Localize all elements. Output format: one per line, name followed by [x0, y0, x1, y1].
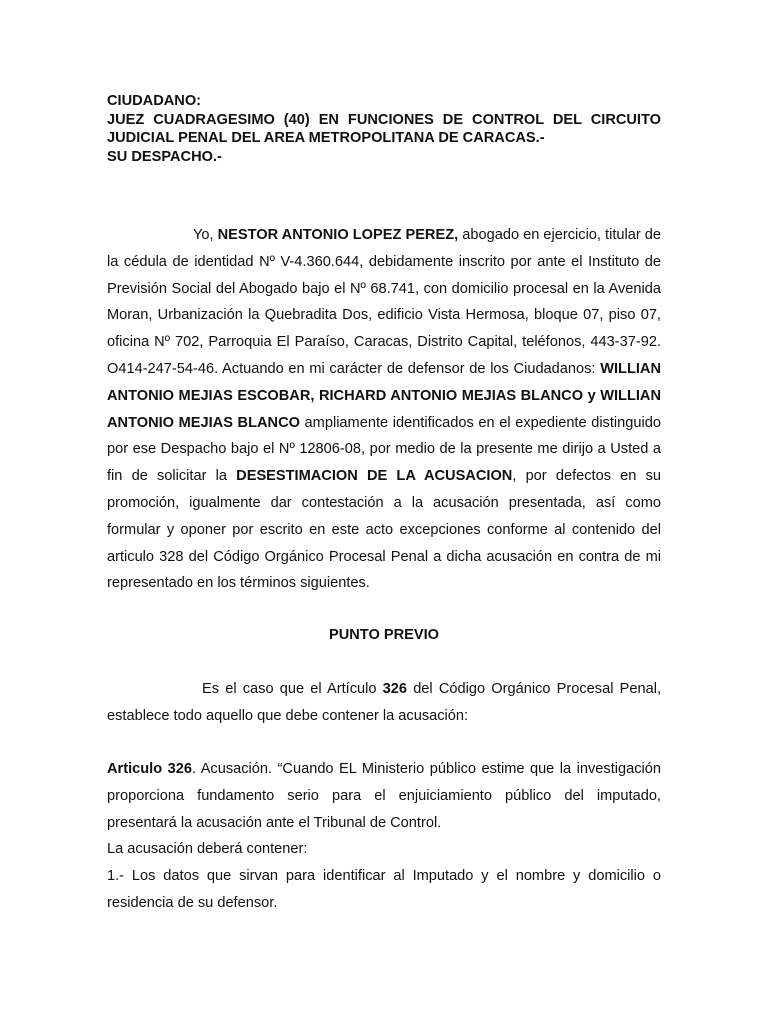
addressee-block: [107, 92, 661, 166]
request-title: DESESTIMACION DE LA ACUSACION: [236, 468, 513, 485]
intro-paragraph: [107, 222, 661, 597]
article-text: . Acusación. “Cuando EL Ministerio público estime que la investigación proporciona fundamento serio para el enjuiciamiento público del imputado, presentará la acusación ante el Tribunal de Control.: [107, 761, 661, 831]
article-quote: [107, 756, 661, 917]
article-number: 326: [382, 681, 408, 697]
section-title: PUNTO PREVIO: [328, 627, 440, 643]
article-contents-intro: La acusación deberá contener:: [107, 841, 308, 858]
article-item-1: 1.- Los datos que sirvan para identificar al Imputado y el nombre y domicilio o residencia de su defensor.: [107, 868, 661, 911]
para2-text-1: Es el caso que el Artículo: [202, 681, 383, 697]
intro-text-1: Yo,: [193, 227, 218, 243]
intro-text-2: abogado en ejercicio, titular de la cédula de identidad Nº V-4.360.644, debidamente inscrito por ante el Instituto de Previsión Social del Abogado bajo el Nº 68.741, con domicilio procesal en la Avenida Moran, Urbanización la Quebradita Dos, edificio Vista Hermosa, bloque 07, piso 07, oficina Nº 702, Parroquia El Paraíso, Caracas, Distrito Capital, teléfonos, 443-37-92. O414-247-54-46. Actuando en mi carácter de defensor de los Ciudadanos:: [107, 227, 662, 377]
intro-text-4: , por defectos en su promoción, igualmente dar contestación a la acusación presentada, así como formular y oponer por escrito en este acto excepciones conforme al contenido del articulo 328 del Código Orgánico Procesal Penal a dicha acusación en contra de mi representado en los términos siguientes.: [107, 468, 661, 592]
para2-text-2: del Código Orgánico Procesal Penal, establece todo aquello que debe contener la acusación:: [107, 681, 661, 724]
intro-text-3: ampliamente identificados en el expediente distinguido por ese Despacho bajo el Nº 12806-08, por medio de la presente me dirijo a Usted a fin de solicitar la: [107, 414, 661, 485]
addressee-salutation: CIUDADANO:: [107, 93, 202, 109]
article-heading: Articulo 326: [107, 761, 192, 777]
addressee-office: SU DESPACHO.-: [107, 148, 222, 165]
lawyer-name: NESTOR ANTONIO LOPEZ PEREZ,: [217, 227, 459, 243]
addressee-court: JUEZ CUADRAGESIMO (40) EN FUNCIONES DE CONTROL DEL CIRCUITO JUDICIAL PENAL DEL AREA METROPOLITANA DE CARACAS.-: [107, 111, 661, 146]
defendants-names: WILLIAN ANTONIO MEJIAS ESCOBAR, RICHARD ANTONIO MEJIAS BLANCO y WILLIAN ANTONIO MEJIAS BLANCO: [107, 360, 661, 431]
article-reference-paragraph: [107, 676, 661, 730]
